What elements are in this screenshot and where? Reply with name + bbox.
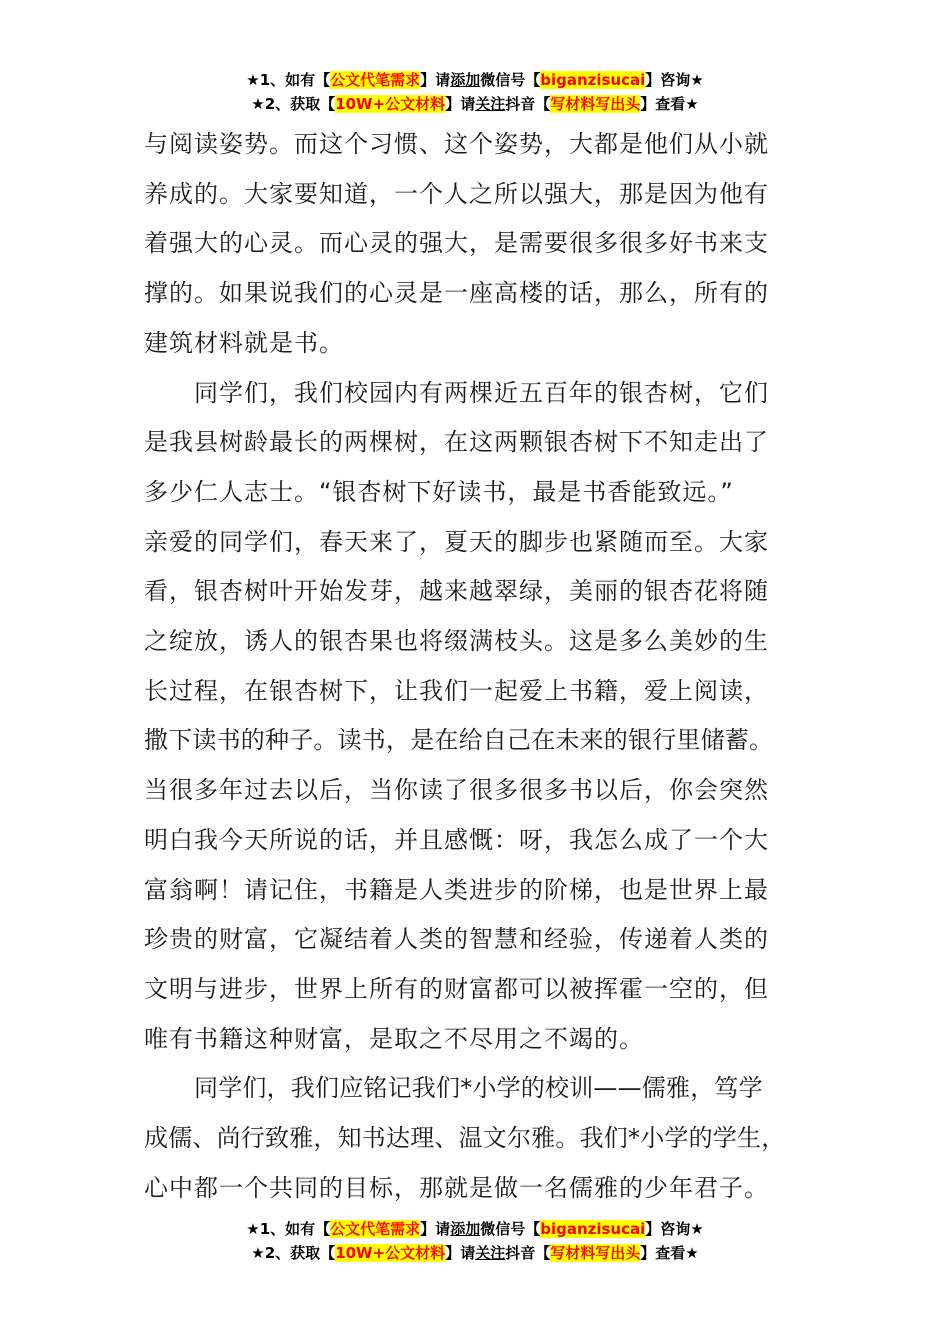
body-line: 多少仁人志士。“银杏树下好读书，最是书香能致远。” — [144, 477, 734, 506]
banner-text: ★1、如有【 — [246, 71, 331, 89]
banner-line-2 — [0, 92, 950, 116]
body-line: 之绽放，诱人的银杏果也将缀满枝头。这是多么美妙的生 — [144, 627, 769, 656]
banner-highlight: 公文代笔需求 — [330, 1220, 421, 1238]
banner-text: 抖音【 — [505, 1244, 551, 1262]
body-line: 同学们，我们应铭记我们*小学的校训——儒雅，笃学 — [194, 1074, 763, 1103]
body-line: 成儒、尚行致雅，知书达理、温文尔雅。我们*小学的学生， — [144, 1124, 786, 1153]
banner-line-1 — [0, 68, 950, 92]
banner-underline: 关注 — [475, 95, 506, 113]
body-line: 撑的。如果说我们的心灵是一座高楼的话，那么，所有的 — [144, 279, 769, 308]
banner-underline: 关注 — [475, 1244, 506, 1262]
banner-text: 微信号【 — [480, 71, 541, 89]
banner-text: 】咨询★ — [645, 71, 704, 89]
banner-line-2 — [0, 1241, 950, 1265]
banner-highlight: 写材料写出头 — [550, 95, 641, 113]
body-line: 是我县树龄最长的两棵树，在这两颗银杏树下不知走出了 — [144, 428, 769, 457]
body-line: 珍贵的财富，它凝结着人类的智慧和经验，传递着人类的 — [144, 925, 769, 954]
banner-underline: 添加 — [450, 1220, 481, 1238]
body-line: 心中都一个共同的目标，那就是做一名儒雅的少年君子。 — [144, 1173, 769, 1202]
banner-text: 抖音【 — [505, 95, 551, 113]
banner-text: ★1、如有【 — [246, 1220, 331, 1238]
banner-text: 】请 — [420, 1220, 451, 1238]
body-line: 明白我今天所说的话，并且感慨：呀，我怎么成了一个大 — [144, 825, 769, 854]
banner-text: ★2、获取【 — [251, 95, 336, 113]
banner-text: 】请 — [420, 71, 451, 89]
banner-underline: 添加 — [450, 71, 481, 89]
body-line: 当很多年过去以后，当你读了很多很多书以后，你会突然 — [144, 776, 769, 805]
banner-text: 】咨询★ — [645, 1220, 704, 1238]
body-line: 与阅读姿势。而这个习惯、这个姿势，大都是他们从小就 — [144, 130, 769, 158]
body-line: 养成的。大家要知道，一个人之所以强大，那是因为他有 — [144, 179, 769, 208]
body-line: 看，银杏树叶开始发芽，越来越翠绿，美丽的银杏花将随 — [144, 577, 769, 606]
document-body — [144, 120, 814, 1213]
banner-text: 】查看★ — [640, 1244, 699, 1262]
banner-text: 】请 — [445, 95, 476, 113]
footer-banner — [0, 1217, 950, 1265]
banner-text: 】请 — [445, 1244, 476, 1262]
body-line: 文明与进步，世界上所有的财富都可以被挥霍一空的，但 — [144, 974, 769, 1003]
banner-highlight: biganzisucai — [540, 71, 646, 89]
banner-highlight: 10W+公文材料 — [335, 1244, 446, 1262]
banner-text: 微信号【 — [480, 1220, 541, 1238]
header-banner — [0, 68, 950, 116]
body-line: 撒下读书的种子。读书，是在给自己在未来的银行里储蓄。 — [144, 726, 774, 755]
body-line: 唯有书籍这种财富，是取之不尽用之不竭的。 — [144, 1024, 644, 1053]
body-line: 亲爱的同学们，春天来了，夏天的脚步也紧随而至。大家 — [144, 527, 769, 556]
banner-highlight: 10W+公文材料 — [335, 95, 446, 113]
body-line: 同学们，我们校园内有两棵近五百年的银杏树，它们 — [194, 378, 769, 407]
banner-line-1 — [0, 1217, 950, 1241]
banner-text: ★2、获取【 — [251, 1244, 336, 1262]
banner-highlight: 写材料写出头 — [550, 1244, 641, 1262]
body-line: 富翁啊！请记住，书籍是人类进步的阶梯，也是世界上最 — [144, 875, 769, 904]
banner-highlight: biganzisucai — [540, 1220, 646, 1238]
body-line: 建筑材料就是书。 — [144, 328, 344, 357]
banner-text: 】查看★ — [640, 95, 699, 113]
banner-highlight: 公文代笔需求 — [330, 71, 421, 89]
body-line: 长过程，在银杏树下，让我们一起爱上书籍，爱上阅读， — [144, 676, 769, 705]
body-line: 着强大的心灵。而心灵的强大，是需要很多很多好书来支 — [144, 229, 769, 258]
